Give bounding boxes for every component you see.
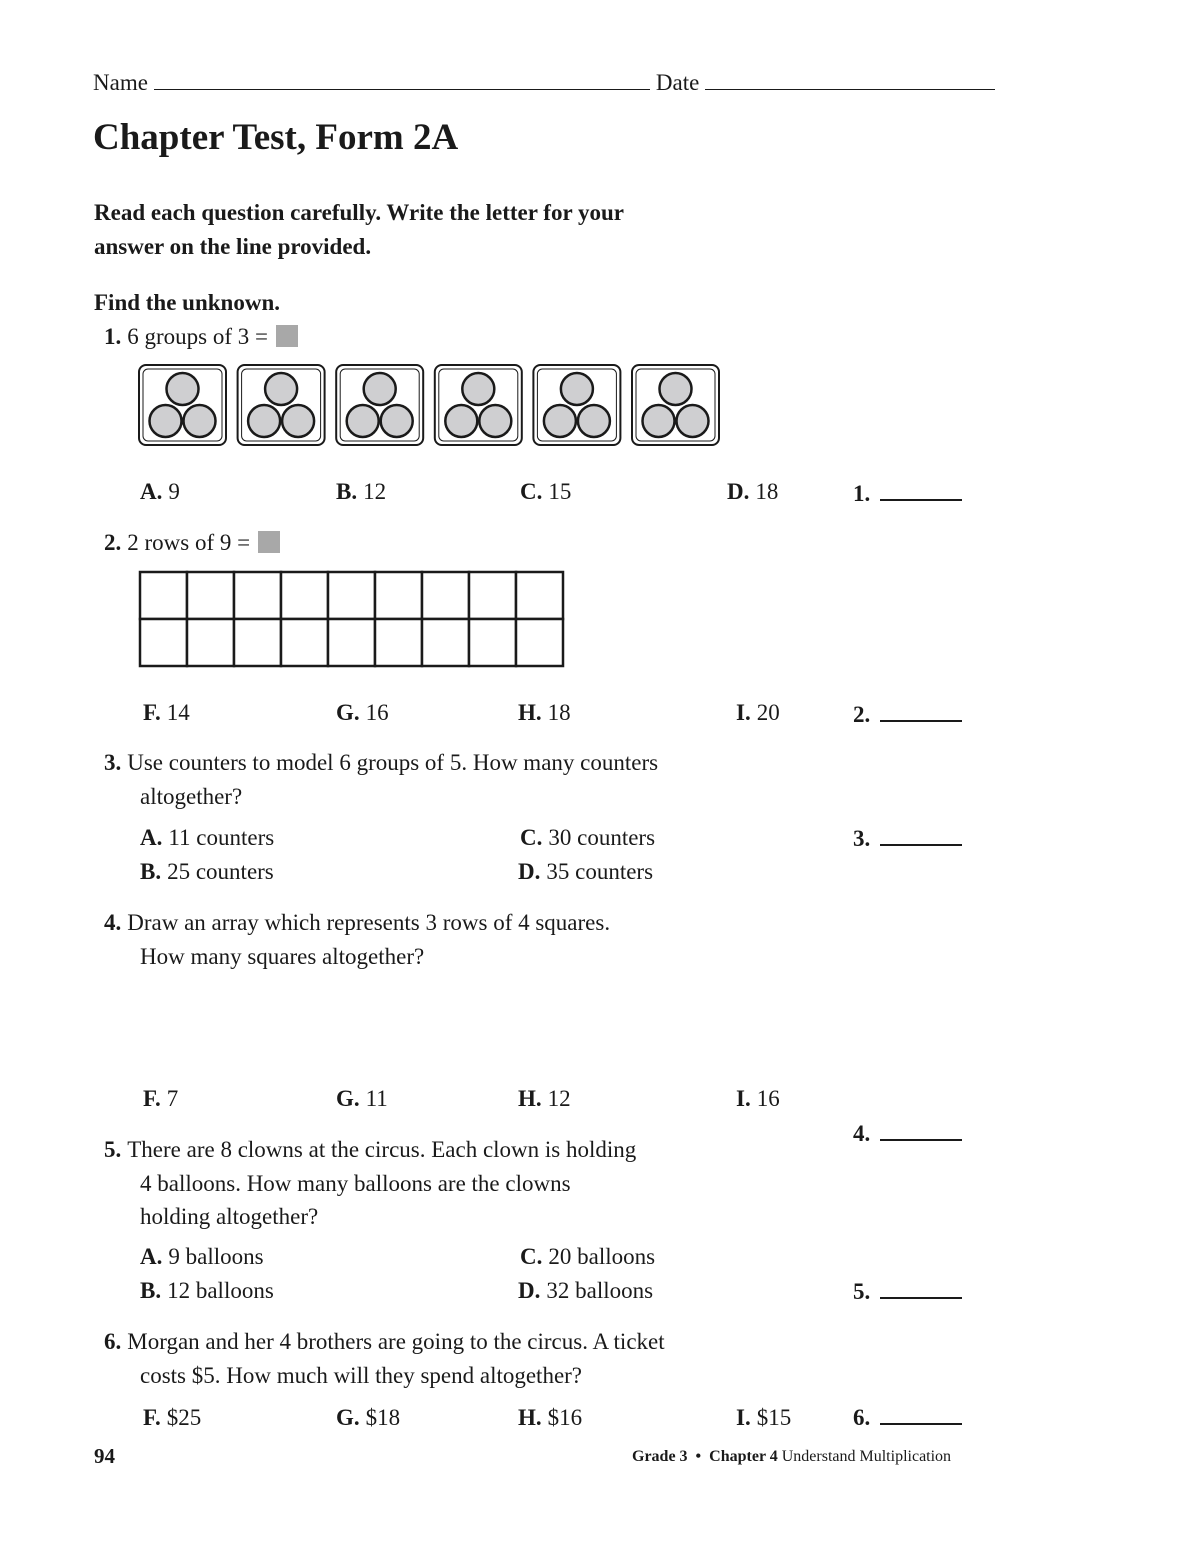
answer-label: 6.	[853, 1405, 871, 1430]
q6-choice-f[interactable]	[143, 1401, 201, 1435]
choice-letter: A.	[140, 825, 163, 850]
answer-label: 3.	[853, 826, 871, 851]
choice-text: 18	[755, 479, 779, 504]
footer-chapter: Chapter 4	[709, 1448, 778, 1465]
q2-choice-h[interactable]	[518, 696, 571, 730]
choice-letter: C.	[520, 825, 543, 850]
question-text: Morgan and her 4 brothers are going to the circus. A ticket	[127, 1329, 665, 1354]
choice-letter: B.	[336, 479, 358, 504]
choice-text: 7	[166, 1086, 179, 1111]
q1-choice-b[interactable]	[336, 475, 386, 509]
choice-letter: C.	[520, 479, 543, 504]
choice-text: 16	[756, 1086, 780, 1111]
question-4-line-2: How many squares altogether?	[140, 944, 425, 969]
question-text: Use counters to model 6 groups of 5. How many counters	[127, 750, 659, 775]
choice-letter: B.	[140, 859, 162, 884]
choice-text: 14	[166, 700, 190, 725]
q4-choice-f[interactable]	[143, 1082, 178, 1116]
counter	[677, 405, 709, 437]
date-line[interactable]	[705, 67, 995, 90]
q2-choice-g[interactable]	[336, 696, 389, 730]
answer-blank[interactable]	[880, 475, 962, 501]
question-3-line-2: altogether?	[140, 784, 243, 809]
question-number: 4.	[104, 910, 122, 935]
q5-choice-c[interactable]	[520, 1240, 655, 1274]
answer-blank[interactable]	[880, 1399, 962, 1425]
answer-line-2[interactable]	[853, 696, 962, 732]
answer-blank[interactable]	[880, 1115, 962, 1141]
answer-label: 1.	[853, 481, 871, 506]
counter	[479, 405, 511, 437]
choice-letter: I.	[736, 1086, 751, 1111]
choice-letter: G.	[336, 700, 360, 725]
page-number: 94	[94, 1444, 115, 1468]
choice-letter: F.	[143, 700, 161, 725]
answer-line-6[interactable]	[853, 1399, 962, 1435]
choice-text: $15	[756, 1405, 792, 1430]
date-label: Date	[655, 70, 700, 95]
choice-letter: I.	[736, 700, 751, 725]
page-title: Chapter Test, Form 2A	[93, 117, 459, 158]
answer-line-5[interactable]	[853, 1273, 962, 1309]
question-4	[104, 906, 610, 940]
choice-text: 11 counters	[168, 825, 275, 850]
question-text: Draw an array which represents 3 rows of 4 squares.	[127, 910, 611, 935]
choice-letter: G.	[336, 1405, 360, 1430]
array-cell	[140, 572, 187, 619]
answer-line-3[interactable]	[853, 820, 962, 856]
choice-letter: A.	[140, 479, 163, 504]
q3-choice-c[interactable]	[520, 821, 655, 855]
choice-text: 12	[363, 479, 387, 504]
choice-text: 18	[547, 700, 571, 725]
choice-letter: D.	[518, 859, 541, 884]
array-cell	[422, 619, 469, 666]
footer-separator: •	[695, 1448, 702, 1465]
question-number: 2.	[104, 530, 122, 555]
counter	[248, 405, 280, 437]
answer-blank[interactable]	[880, 820, 962, 846]
choice-letter: H.	[518, 700, 542, 725]
choice-letter: G.	[336, 1086, 360, 1111]
array-cell	[187, 619, 234, 666]
choice-text: 20 balloons	[548, 1244, 656, 1269]
choice-letter: I.	[736, 1405, 751, 1430]
q3-choice-a[interactable]	[140, 821, 274, 855]
question-text: There are 8 clowns at the circus. Each clown is holding	[127, 1137, 637, 1162]
question-number: 5.	[104, 1137, 122, 1162]
instructions-line-2: answer on the line provided.	[94, 234, 372, 259]
footer-grade: Grade 3	[632, 1448, 688, 1465]
choice-text: 20	[756, 700, 780, 725]
counter	[381, 405, 413, 437]
counter	[445, 405, 477, 437]
choice-text: 11	[365, 1086, 388, 1111]
choice-text: 12	[547, 1086, 571, 1111]
array-cell	[516, 619, 563, 666]
choice-text: 9	[168, 479, 180, 504]
counter	[578, 405, 610, 437]
q6-choice-g[interactable]	[336, 1401, 400, 1435]
question-number: 3.	[104, 750, 122, 775]
q6-choice-h[interactable]	[518, 1401, 582, 1435]
answer-blank[interactable]	[880, 1273, 962, 1299]
question-5	[104, 1133, 636, 1167]
q1-choice-a[interactable]	[140, 475, 180, 509]
q5-choice-b[interactable]	[140, 1274, 274, 1308]
counter-groups-figure	[136, 362, 728, 454]
section-heading: Find the unknown.	[94, 290, 280, 315]
q1-choice-d[interactable]	[727, 475, 778, 509]
unknown-box-icon	[258, 531, 280, 553]
choice-letter: A.	[140, 1244, 163, 1269]
instructions-line-1: Read each question carefully. Write the letter for your	[94, 200, 624, 225]
array-cell	[422, 572, 469, 619]
counter	[167, 373, 199, 405]
footer-chapter-info	[632, 1444, 951, 1470]
array-cell	[375, 619, 422, 666]
array-cell	[234, 619, 281, 666]
choice-text: 25 counters	[167, 859, 274, 884]
q2-choice-f[interactable]	[143, 696, 190, 730]
counter	[660, 373, 692, 405]
question-text: 2 rows of 9 =	[127, 530, 251, 555]
answer-line-1[interactable]	[853, 475, 962, 511]
choice-letter: C.	[520, 1244, 543, 1269]
choice-letter: F.	[143, 1405, 161, 1430]
name-line[interactable]	[154, 67, 650, 90]
name-field[interactable]	[93, 66, 1001, 100]
answer-label: 2.	[853, 702, 871, 727]
array-cell	[234, 572, 281, 619]
q1-choice-c[interactable]	[520, 475, 571, 509]
answer-label: 4.	[853, 1121, 871, 1146]
question-text: 6 groups of 3 =	[127, 324, 268, 349]
question-6-line-2: costs $5. How much will they spend altogether?	[140, 1363, 583, 1388]
choice-text: 35 counters	[546, 859, 654, 884]
counter	[282, 405, 314, 437]
array-cell	[375, 572, 422, 619]
array-cell	[469, 572, 516, 619]
array-cell	[281, 619, 328, 666]
footer-chapter-title: Understand Multiplication	[781, 1448, 952, 1465]
q6-choice-i[interactable]	[736, 1401, 791, 1435]
counter	[184, 405, 216, 437]
counter	[364, 373, 396, 405]
choice-letter: H.	[518, 1405, 542, 1430]
drawing-area[interactable]	[140, 980, 740, 1070]
array-cell	[281, 572, 328, 619]
array-cell	[140, 619, 187, 666]
q5-choice-d[interactable]	[518, 1274, 653, 1308]
question-1	[104, 320, 298, 354]
counter	[643, 405, 675, 437]
question-5-line-2: 4 balloons. How many balloons are the clowns	[140, 1171, 571, 1196]
counter	[462, 373, 494, 405]
answer-blank[interactable]	[880, 696, 962, 722]
q4-choice-g[interactable]	[336, 1082, 388, 1116]
question-5-line-3: holding altogether?	[140, 1204, 319, 1229]
q4-choice-h[interactable]	[518, 1082, 571, 1116]
question-6	[104, 1325, 665, 1359]
q3-choice-d[interactable]	[518, 855, 653, 889]
array-cell	[469, 619, 516, 666]
counter	[347, 405, 379, 437]
array-cell	[516, 572, 563, 619]
q2-choice-i[interactable]	[736, 696, 780, 730]
counter	[265, 373, 297, 405]
choice-letter: D.	[518, 1278, 541, 1303]
choice-text: $25	[166, 1405, 202, 1430]
q3-choice-b[interactable]	[140, 855, 274, 889]
choice-text: $18	[365, 1405, 401, 1430]
choice-letter: H.	[518, 1086, 542, 1111]
counter	[150, 405, 182, 437]
answer-line-4[interactable]	[853, 1115, 962, 1151]
choice-text: 16	[365, 700, 389, 725]
choice-text: 32 balloons	[546, 1278, 654, 1303]
array-cell	[328, 619, 375, 666]
counter	[544, 405, 576, 437]
q4-choice-i[interactable]	[736, 1082, 780, 1116]
counter	[561, 373, 593, 405]
choice-letter: F.	[143, 1086, 161, 1111]
array-cell	[328, 572, 375, 619]
choice-text: 15	[548, 479, 572, 504]
question-number: 1.	[104, 324, 122, 349]
choice-text: 12 balloons	[167, 1278, 274, 1303]
choice-text: $16	[547, 1405, 583, 1430]
name-label: Name	[93, 70, 148, 95]
choice-letter: D.	[727, 479, 750, 504]
answer-label: 5.	[853, 1279, 871, 1304]
question-number: 6.	[104, 1329, 122, 1354]
array-cell	[187, 572, 234, 619]
array-grid-figure	[138, 570, 568, 672]
question-3	[104, 746, 658, 780]
unknown-box-icon	[276, 325, 298, 347]
q5-choice-a[interactable]	[140, 1240, 264, 1274]
choice-letter: B.	[140, 1278, 162, 1303]
choice-text: 9 balloons	[168, 1244, 264, 1269]
question-2	[104, 526, 280, 560]
choice-text: 30 counters	[548, 825, 656, 850]
